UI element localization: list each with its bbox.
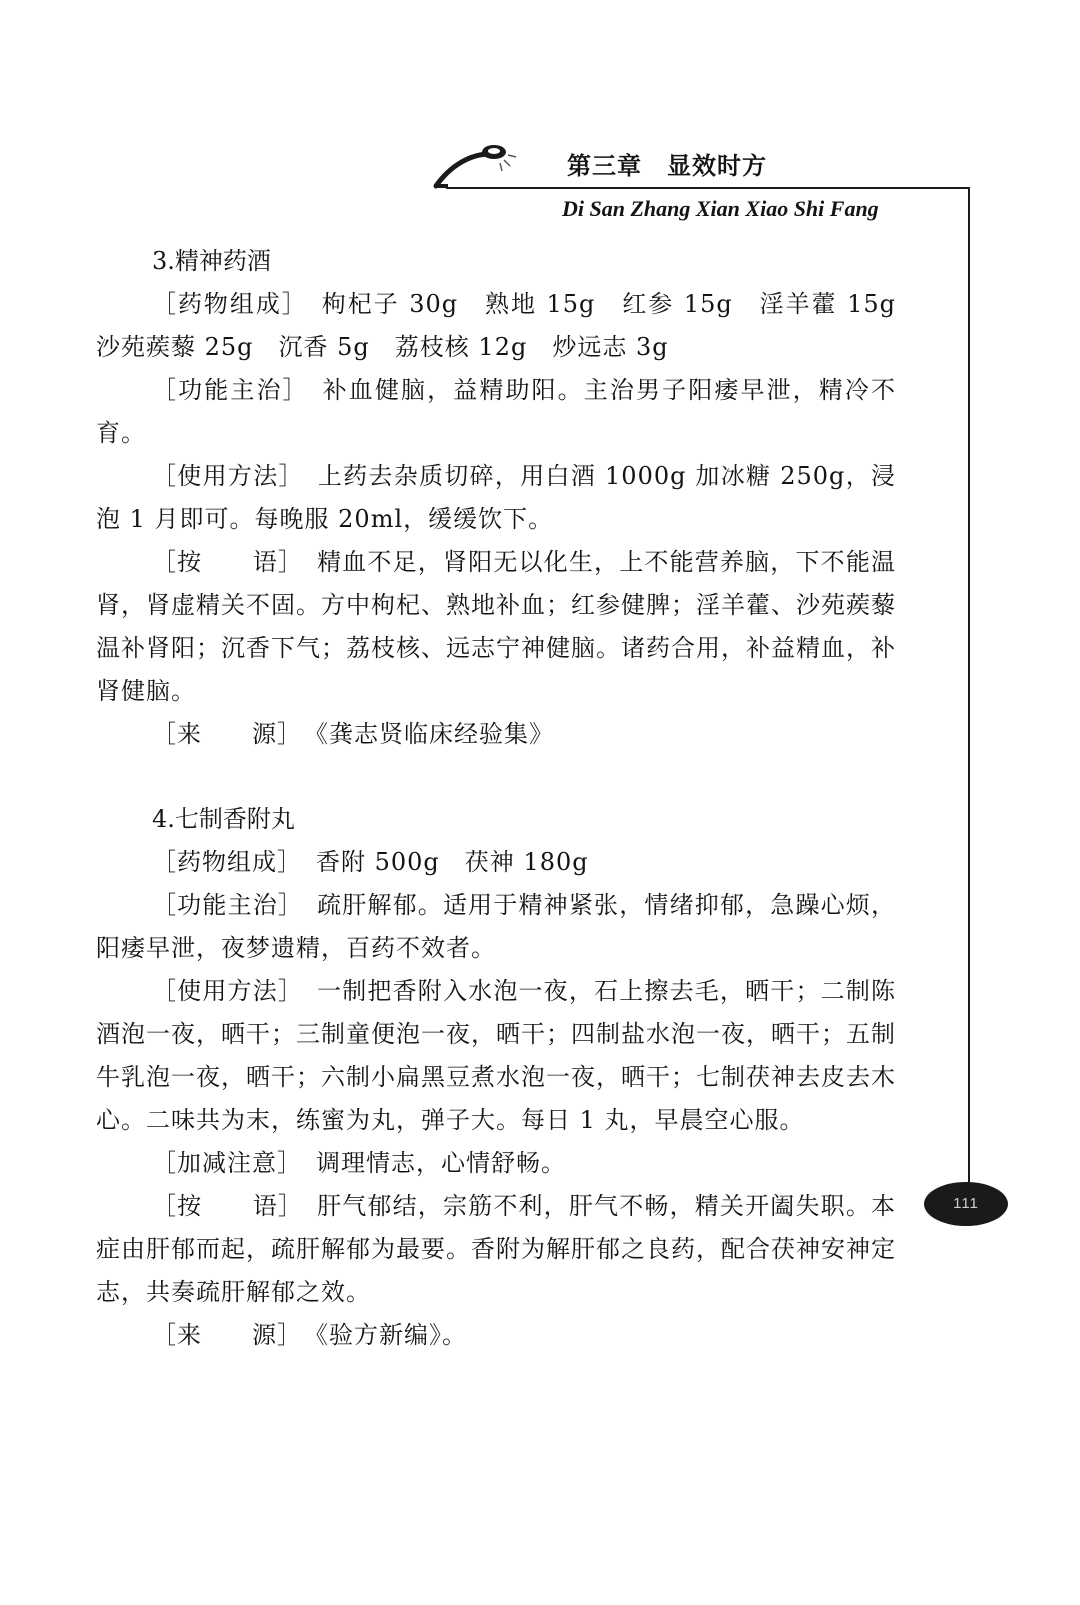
recipe-title: 3.精神药酒 bbox=[152, 247, 271, 275]
field-label: ［加减注意］ bbox=[152, 1149, 302, 1177]
field-label: ［按 语］ bbox=[152, 548, 304, 576]
field-text: 肝气郁结，宗筋不利，肝气不畅，精关开阖失职。本症由肝郁而起，疏肝解郁为最要。香附为解肝郁之良药，配合茯神安神定志，共奏疏肝解郁之效。 bbox=[96, 1192, 897, 1306]
field-commentary bbox=[96, 541, 896, 713]
recipe-section bbox=[96, 240, 922, 756]
field-indication bbox=[96, 369, 896, 455]
recipe-title: 4.七制香附丸 bbox=[152, 805, 295, 833]
field-text: 一制把香附入水泡一夜，石上擦去毛，晒干；二制陈酒泡一夜，晒干；三制童便泡一夜，晒干；四制盐水泡一夜，晒干；五制牛乳泡一夜，晒干；六制小扁黑豆煮水泡一夜，晒干；七制茯神去皮去木心。二味共为末，练蜜为丸，弹子大。每日 1 丸，早晨空心服。 bbox=[96, 977, 897, 1134]
section-spacer bbox=[96, 756, 896, 798]
field-source bbox=[96, 1314, 896, 1357]
field-text: 精血不足，肾阳无以化生，上不能营养脑，下不能温肾，肾虚精关不固。方中枸杞、熟地补血；红参健脾；淫羊藿、沙苑蒺藜温补肾阳；沉香下气；荔枝核、远志宁神健脑。诸药合用，补益精血，补肾健脑。 bbox=[96, 548, 897, 705]
field-text: 枸杞子 30g 熟地 15g 红参 15g 淫羊藿 15g 沙苑蒺藜 25g 沉香 5g 荔枝核 12g 炒远志 3g bbox=[96, 290, 922, 361]
header-rule bbox=[446, 187, 970, 189]
field-text: 《龚志贤临床经验集》 bbox=[316, 720, 554, 748]
field-label: ［按 语］ bbox=[152, 1192, 304, 1220]
field-label: ［使用方法］ bbox=[152, 462, 304, 490]
margin-rule bbox=[968, 187, 970, 1207]
field-modification bbox=[96, 1142, 896, 1185]
pinyin-title: Di San Zhang Xian Xiao Shi Fang bbox=[562, 196, 879, 221]
field-commentary bbox=[96, 1185, 896, 1314]
field-text: 调理情志，心情舒畅。 bbox=[316, 1149, 566, 1177]
field-label: ［来 源］ bbox=[152, 1321, 302, 1349]
field-label: ［功能主治］ bbox=[152, 891, 304, 919]
field-usage bbox=[96, 455, 896, 541]
field-text: 上药去杂质切碎，用白酒 1000g 加冰糖 250g，浸泡 1 月即可。每晚服 20ml，缓缓饮下。 bbox=[96, 462, 897, 533]
field-composition bbox=[96, 283, 922, 369]
field-text: 补血健脑，益精助阳。主治男子阳痿早泄，精冷不育。 bbox=[96, 376, 897, 447]
page-content bbox=[96, 240, 922, 1357]
field-composition bbox=[96, 841, 896, 884]
field-label: ［使用方法］ bbox=[152, 977, 304, 1005]
chapter-title: 第三章 显效时方 bbox=[567, 152, 767, 180]
field-text: 香附 500g 茯神 180g bbox=[316, 848, 589, 876]
field-text: 《验方新编》。 bbox=[316, 1321, 467, 1349]
field-label: ［来 源］ bbox=[152, 720, 302, 748]
field-label: ［药物组成］ bbox=[152, 290, 308, 318]
field-text: 疏肝解郁。适用于精神紧张，情绪抑郁，急躁心烦，阳痿早泄，夜梦遗精，百药不效者。 bbox=[96, 891, 897, 962]
field-indication bbox=[96, 884, 896, 970]
field-usage bbox=[96, 970, 896, 1142]
field-label: ［药物组成］ bbox=[152, 848, 302, 876]
page-number: 111 bbox=[924, 1182, 1008, 1226]
field-label: ［功能主治］ bbox=[152, 376, 309, 404]
recipe-section bbox=[96, 798, 896, 1357]
field-source bbox=[96, 713, 896, 756]
